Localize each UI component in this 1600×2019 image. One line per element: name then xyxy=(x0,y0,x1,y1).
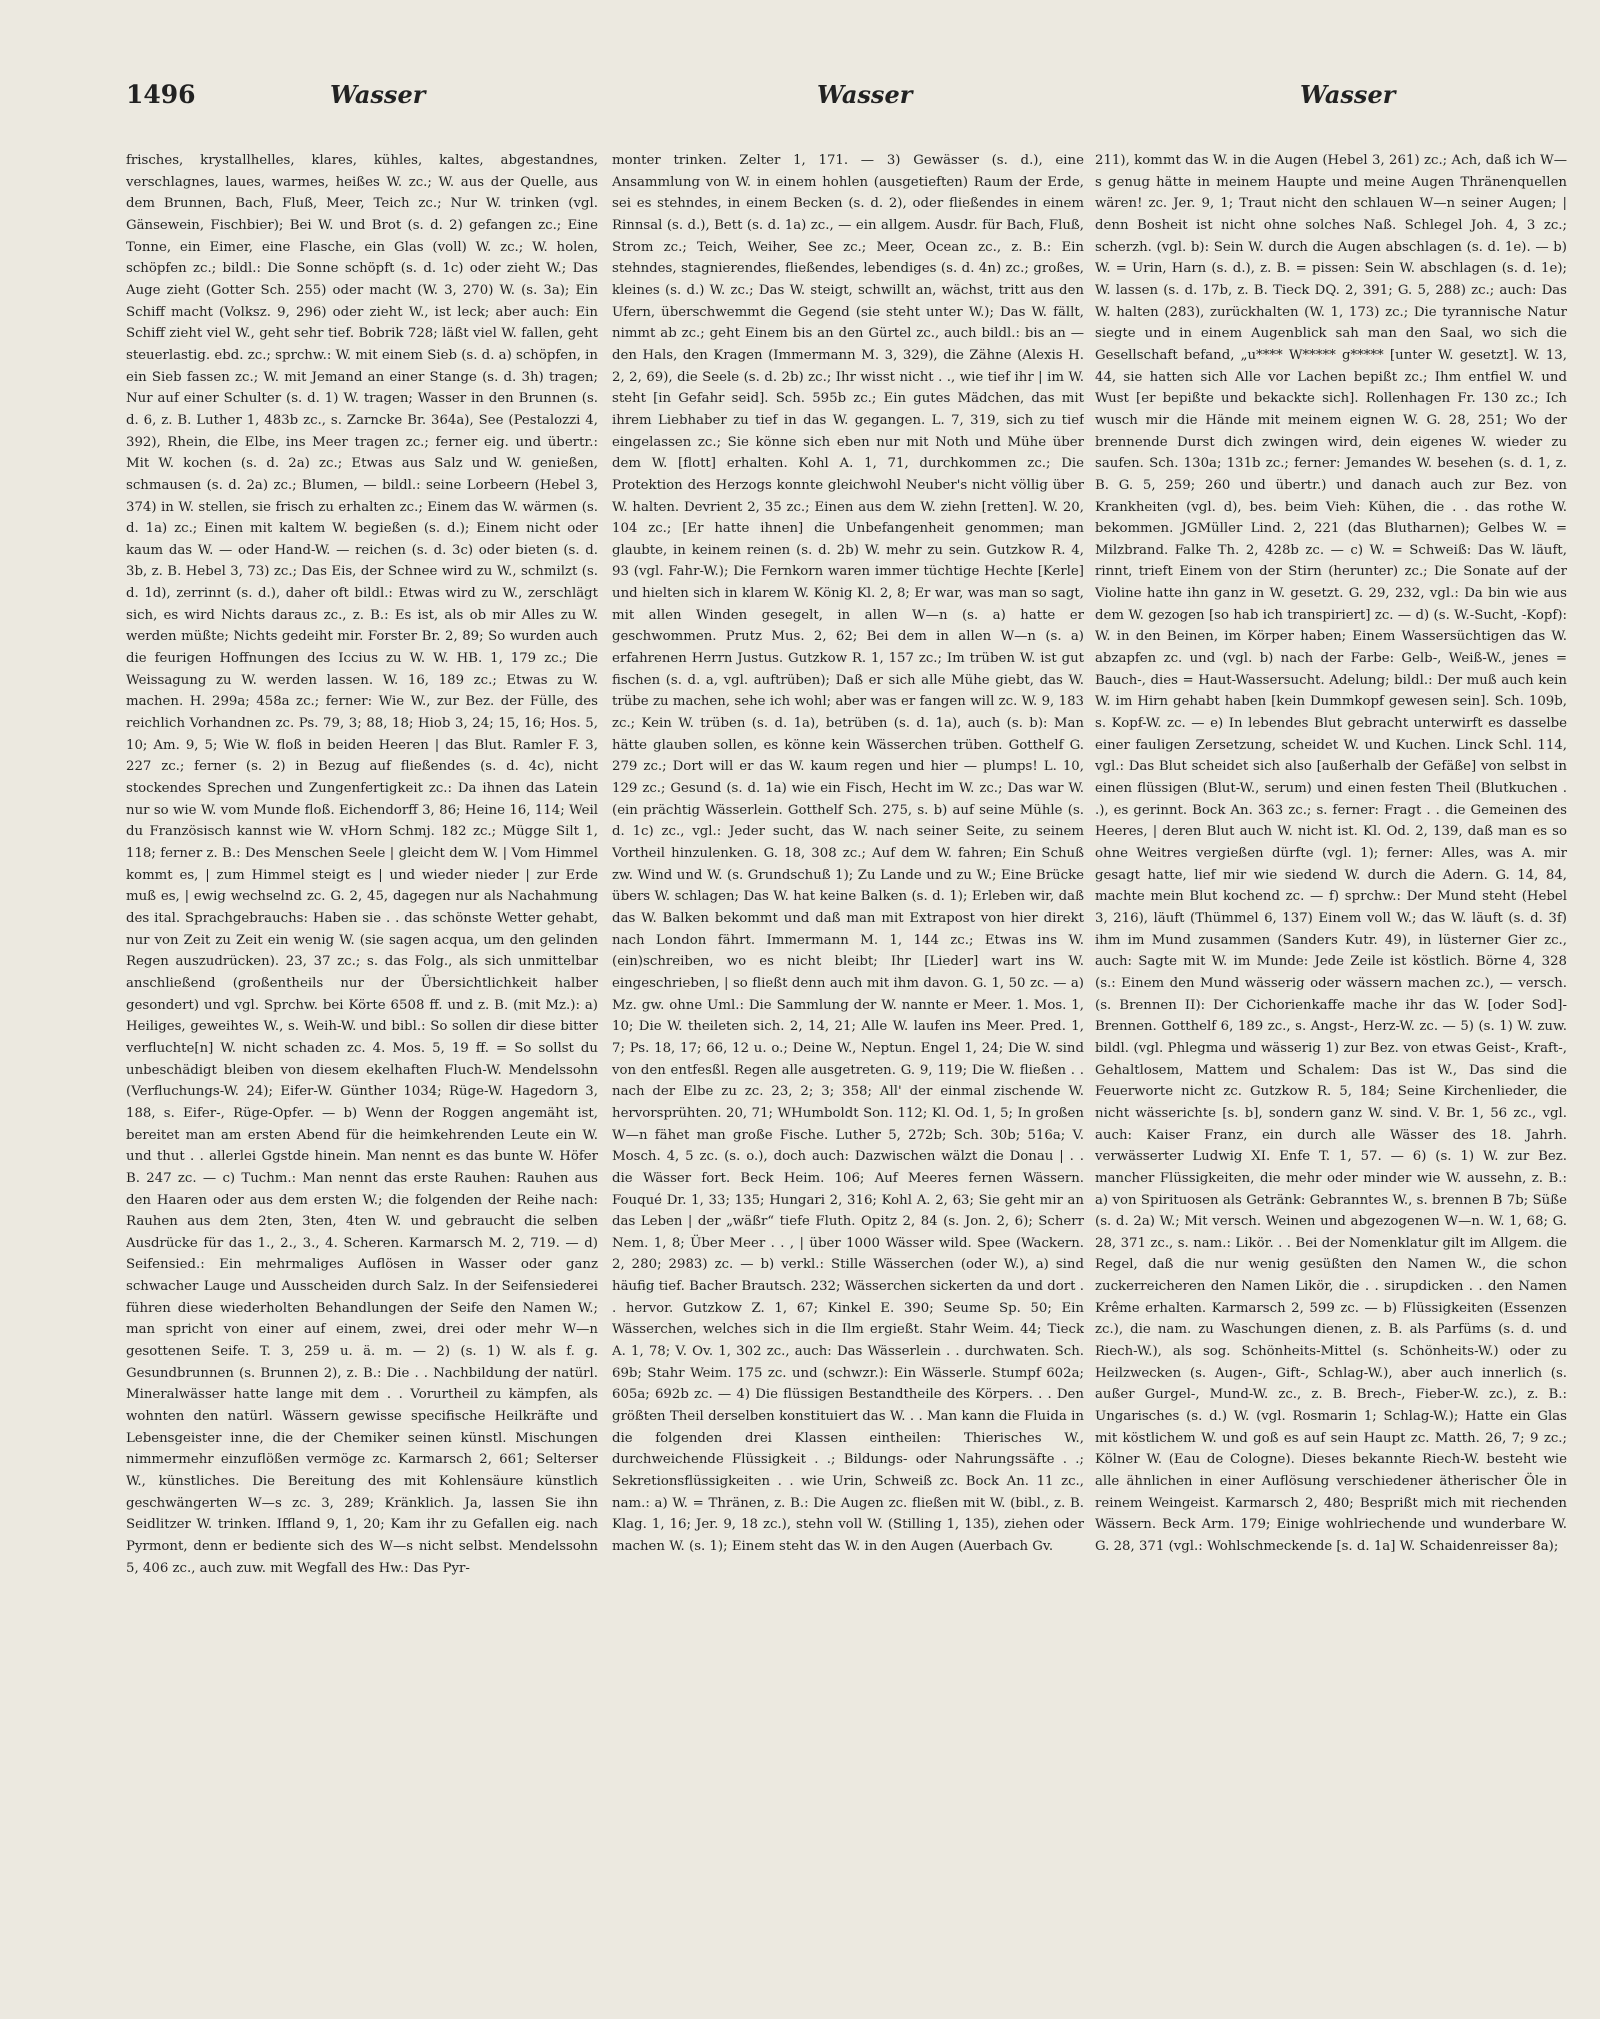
page-number: 1496 xyxy=(126,80,196,109)
text-column-middle xyxy=(612,150,1084,1995)
column-text: monter trinken. Zelter 1, 171. — 3) Gewässer (s. d.), eine Ansammlung von W. in einem hohlen (ausgetieften) Raum der Erde, sei es stehndes, in einem Becken (s. d. 2), oder fließendes in einem Rinnsal (s. d.), Bett (s. d. 1a) zc., — ein allgem. Ausdr. für Bach, Fluß, Strom zc.; Teich, Weiher, See zc.; Meer, Ocean zc., z. B.: Ein stehndes, stagnierendes, fließendes, lebendiges (s. d. 4n) zc.; großes, kleines (s. d.) W. zc.; Das W. steigt, schwillt an, wächst, tritt aus den Ufern, überschwemmt die Gegend (sie steht unter W.); Das W. fällt, nimmt ab zc.; geht Einem bis an den Gürtel zc., auch bildl.: bis an — den Hals, den Kragen (Immermann M. 3, 329), die Zähne (Alexis H. 2, 2, 69), die Seele (s. d. 2b) zc.; Ihr wisst nicht . ., wie tief ihr | im W. steht [in Gefahr seid]. Sch. 595b zc.; Ein gutes Mädchen, das mit ihrem Liebhaber zu tief in das W. gegangen. L. 7, 319, sich zu tief eingelassen zc.; Sie könne sich eben nur mit Noth und Mühe über dem W. [flott] erhalten. Kohl A. 1, 71, durchkommen zc.; Die Protektion des Herzogs konnte gleichwohl Neuber's nicht völlig über W. halten. Devrient 2, 35 zc.; Einen aus dem W. ziehn [retten]. W. 20, 104 zc.; [Er hatte ihnen] die Unbefangenheit genommen; man glaubte, in keinem reinen (s. d. 2b) W. mehr zu sein. Gutzkow R. 4, 93 (vgl. Fahr-W.); Die Fernkorn waren immer tüchtige Hechte [Kerle] und hielten sich in klarem W. König Kl. 2, 8; Er war, was man so sagt, mit allen Winden gesegelt, in allen W—n (s. a) hatte er geschwommen. Prutz Mus. 2, 62; Bei dem in allen W—n (s. a) erfahrenen Herrn Justus. Gutzkow R. 1, 157 zc.; Im trüben W. ist gut fischen (s. d. a, vgl. auftrüben); Daß er sich alle Mühe giebt, das W. trübe zu machen, sehe ich wohl; aber was er fangen will zc. W. 9, 183 zc.; Kein W. trüben (s. d. 1a), betrüben (s. d. 1a), auch (s. b): Man hätte glauben sollen, es könne kein Wässerchen trüben. Gotthelf G. 279 zc.; Dort will er das W. kaum regen und hier — plumps! L. 10, 129 zc.; Gesund (s. d. 1a) wie ein Fisch, Hecht im W. zc.; Das war W. (ein prächtig Wässerlein. Gotthelf Sch. 275, s. b) auf seine Mühle (s. d. 1c) zc., vgl.: Jeder sucht, das W. nach seiner Seite, zu seinem Vortheil hinzulenken. G. 18, 308 zc.; Auf dem W. fahren; Ein Schuß zw. Wind und W. (s. Grundschuß 1); Zu Lande und zu W.; Eine Brücke übers W. schlagen; Das W. hat keine Balken (s. d. 1); Erleben wir, daß das W. Balken bekommt und daß man mit Extrapost von hier direkt nach London fährt. Immermann M. 1, 144 zc.; Etwas ins W. (ein)schreiben, wo es nicht bleibt; Ihr [Lieder] wart ins W. eingeschrieben, | so fließt denn auch mit ihm davon. G. 1, 50 zc. — a) Mz. gw. ohne Uml.: Die Sammlung der W. nannte er Meer. 1. Mos. 1, 10; Die W. theileten sich. 2, 14, 21; Alle W. laufen ins Meer. Pred. 1, 7; Ps. 18, 17; 66, 12 u. o.; Deine W., Neptun. Engel 1, 24; Die W. sind von den entfesßl. Regen alle ausgetreten. G. 9, 119; Die W. fließen . . nach der Elbe zu zc. 23, 2; 3; 358; All' der einmal zischende W. hervorsprühten. 20, 71; WHumboldt Son. 112; Kl. Od. 1, 5; In großen W—n fähet man große Fische. Luther 5, 272b; Sch. 30b; 516a; V. Mosch. 4, 5 zc. (s. o.), doch auch: Dazwischen wälzt die Donau | . . die Wässer fort. Beck Heim. 106; Auf Meeres fernen Wässern. Fouqué Dr. 1, 33; 135; Hungari 2, 316; Kohl A. 2, 63; Sie geht mir an das Leben | der „wäßr“ tiefe Fluth. Opitz 2, 84 (s. Jon. 2, 6); Scherr Nem. 1, 8; Über Meer . . , | über 1000 Wässer wild. Spee (Wackern. 2, 280; 2983) zc. — b) verkl.: Stille Wässerchen (oder W.), a) sind häufig tief. Bacher Brautsch. 232; Wässerchen sickerten da und dort . . hervor. Gutzkow Z. 1, 67; Kinkel E. 390; Seume Sp. 50; Ein Wässerchen, welches sich in die Ilm ergießt. Stahr Weim. 44; Tieck A. 1, 78; V. Ov. 1, 302 zc., auch: Das Wässerlein . . durchwaten. Sch. 69b; Stahr Weim. 175 zc. und (schwzr.): Ein Wässerle. Stumpf 602a; 605a; 692b zc. — 4) Die flüssigen Bestandtheile des Körpers. . . Den größten Theil derselben konstituiert das W. . . Man kann die Fluida in die folgenden drei Klassen eintheilen: Thierisches W., durchweichende Flüssigkeit . .; Bildungs- oder Nahrungssäfte . .; Sekretionsflüssigkeiten . . wie Urin, Schweiß zc. Bock An. 11 zc., nam.: a) W. = Thränen, z. B.: Die Augen zc. fließen mit W. (bibl., z. B. Klag. 1, 16; Jer. 9, 18 zc.), stehn voll W. (Stilling 1, 135), ziehen oder machen W. (s. 1); Einem steht das W. in den Augen (Auerbach Gv. xyxy=(612,153,1084,1554)
running-head-left: Wasser xyxy=(330,80,426,109)
page-header xyxy=(0,80,1600,120)
column-text: frisches, krystallhelles, klares, kühles, kaltes, abgestandnes, verschlagnes, laues, warmes, heißes W. zc.; W. aus der Quelle, aus dem Brunnen, Bach, Fluß, Meer, Teich zc.; Nur W. trinken (vgl. Gänsewein, Fischbier); Bei W. und Brot (s. d. 2) gefangen zc.; Eine Tonne, ein Eimer, eine Flasche, ein Glas (voll) W. zc.; W. holen, schöpfen zc.; bildl.: Die Sonne schöpft (s. d. 1c) oder zieht W.; Das Auge zieht (Gotter Sch. 255) oder macht (W. 3, 270) W. (s. 3a); Ein Schiff macht (Volksz. 9, 296) oder zieht W., ist leck; aber auch: Ein Schiff zieht viel W., geht sehr tief. Bobrik 728; läßt viel W. fallen, geht steuerlastig. ebd. zc.; sprchw.: W. mit einem Sieb (s. d. a) schöpfen, in ein Sieb fassen zc.; W. mit Jemand an einer Stange (s. d. 3h) tragen; Nur auf einer Schulter (s. d. 1) W. tragen; Wasser in den Brunnen (s. d. 6, z. B. Luther 1, 483b zc., s. Zarncke Br. 364a), See (Pestalozzi 4, 392), Rhein, die Elbe, ins Meer tragen zc.; ferner eig. und übertr.: Mit W. kochen (s. d. 2a) zc.; Etwas aus Salz und W. genießen, schmausen (s. d. 2a) zc.; Blumen, — bildl.: seine Lorbeern (Hebel 3, 374) in W. stellen, sie frisch zu erhalten zc.; Einem das W. wärmen (s. d. 1a) zc.; Einen mit kaltem W. begießen (s. d.); Einem nicht oder kaum das W. — oder Hand-W. — reichen (s. d. 3c) oder bieten (s. d. 3b, z. B. Hebel 3, 73) zc.; Das Eis, der Schnee wird zu W., schmilzt (s. d. 1d), zerrinnt (s. d.), daher oft bildl.: Etwas wird zu W., zerschlägt sich, es wird Nichts daraus zc., z. B.: Es ist, als ob mir Alles zu W. werden müßte; Nichts gedeiht mir. Forster Br. 2, 89; So wurden auch die feurigen Hoffnungen des Iccius zu W. W. HB. 1, 179 zc.; Die Weissagung zu W. werden lassen. W. 16, 189 zc.; Etwas zu W. machen. H. 299a; 458a zc.; ferner: Wie W., zur Bez. der Fülle, des reichlich Vorhandnen zc. Ps. 79, 3; 88, 18; Hiob 3, 24; 15, 16; Hos. 5, 10; Am. 9, 5; Wie W. floß in beiden Heeren | das Blut. Ramler F. 3, 227 zc.; ferner (s. 2) in Bezug auf fließendes (s. d. 4c), nicht stockendes Sprechen und Zungenfertigkeit zc.: Da ihnen das Latein nur so wie W. vom Munde floß. Eichendorff 3, 86; Heine 16, 114; Weil du Französisch kannst wie W. vHorn Schmj. 182 zc.; Mügge Silt 1, 118; ferner z. B.: Des Menschen Seele | gleicht dem W. | Vom Himmel kommt es, | zum Himmel steigt es | und wieder nieder | zur Erde muß es, | ewig wechselnd zc. G. 2, 45, dagegen nur als Nachahmung des ital. Sprachgebrauchs: Haben sie . . das schönste Wetter gehabt, nur von Zeit zu Zeit ein wenig W. (sie sagen acqua, um den gelinden Regen auszudrücken). 23, 37 zc.; s. das Folg., als sich unmittelbar anschließend (großentheils nur der Übersichtlichkeit halber gesondert) und vgl. Sprchw. bei Körte 6508 ff. und z. B. (mit Mz.): a) Heiliges, geweihtes W., s. Weih-W. und bibl.: So sollen dir diese bitter verfluchte[n] W. nicht schaden zc. 4. Mos. 5, 19 ff. = So sollst du unbeschädigt bleiben von diesem ekelhaften Fluch-W. Mendelssohn (Verfluchungs-W. 24); Eifer-W. Günther 1034; Rüge-W. Hagedorn 3, 188, s. Eifer-, Rüge-Opfer. — b) Wenn der Roggen angemäht ist, bereitet man am ersten Abend für die heimkehrenden Leute ein W. und thut . . allerlei Ggstde hinein. Man nennt es das bunte W. Höfer B. 247 zc. — c) Tuchm.: Man nennt das erste Rauhen: Rauhen aus den Haaren oder aus dem ersten W.; die folgenden der Reihe nach: Rauhen aus dem 2ten, 3ten, 4ten W. und gebraucht die selben Ausdrücke für das 1., 2., 3., 4. Scheren. Karmarsch M. 2, 719. — d) Seifensied.: Ein mehrmaliges Auflösen in Wasser oder ganz schwacher Lauge und Ausscheiden durch Salz. In der Seifensiederei führen diese wiederholten Behandlungen der Seife den Namen W.; man spricht von einer auf einem, zwei, drei oder mehr W—n gesottenen Seife. T. 3, 259 u. ä. m. — 2) (s. 1) W. als f. g. Gesundbrunnen (s. Brunnen 2), z. B.: Die . . Nachbildung der natürl. Mineralwässer hatte lange mit dem . . Vorurtheil zu kämpfen, als wohnten den natürl. Wässern gewisse specifische Heilkräfte und Lebensgeister inne, die der Chemiker seinen künstl. Mischungen nimmermehr einzuflößen vermöge zc. Karmarsch 2, 661; Selterser W., künstliches. Die Bereitung des mit Kohlensäure künstlich geschwängerten W—s zc. 3, 289; Kränklich. Ja, lassen Sie ihn Seidlitzer W. trinken. Iffland 9, 1, 20; Kam ihr zu Gefallen eig. nach Pyrmont, denn er bediente sich des W—s nicht selbst. Mendelssohn 5, 406 zc., auch zuw. mit Wegfall des Hw.: Das Pyr- xyxy=(126,153,598,1576)
running-head-center: Wasser xyxy=(817,80,913,109)
text-column-right xyxy=(1095,150,1567,1995)
text-column-left xyxy=(126,150,598,1995)
column-text: 211), kommt das W. in die Augen (Hebel 3, 261) zc.; Ach, daß ich W—s genug hätte in meinem Haupte und meine Augen Thränenquellen wären! zc. Jer. 9, 1; Traut nicht den schlauen W—n seiner Augen; | denn Bosheit ist nicht ohne solches Naß. Schlegel Joh. 4, 3 zc.; scherzh. (vgl. b): Sein W. durch die Augen abschlagen (s. d. 1e). — b) W. = Urin, Harn (s. d.), z. B. = pissen: Sein W. abschlagen (s. d. 1e); W. lassen (s. d. 17b, z. B. Tieck DQ. 2, 391; G. 5, 288) zc.; auch: Das W. halten (283), zurückhalten (W. 1, 173) zc.; Die tyrannische Natur siegte und in einem Augenblick sah man den Saal, wo sich die Gesellschaft befand, „u**** W***** g***** [unter W. gesetzt]. W. 13, 44, sie hatten sich Alle vor Lachen bepißt zc.; Ihm entfiel W. und Wust [er bepißte und bekackte sich]. Rollenhagen Fr. 130 zc.; Ich wusch mir die Hände mit meinem eignen W. G. 28, 251; Wo der brennende Durst dich zwingen wird, dein eigenes W. wieder zu saufen. Sch. 130a; 131b zc.; ferner: Jemandes W. besehen (s. d. 1, z. B. G. 5, 259; 260 und übertr.) und danach auch zur Bez. von Krankheiten (vgl. d), bes. beim Vieh: Kühen, die . . das rothe W. bekommen. JGMüller Lind. 2, 221 (das Blutharnen); Gelbes W. = Milzbrand. Falke Th. 2, 428b zc. — c) W. = Schweiß: Das W. läuft, rinnt, trieft Einem von der Stirn (herunter) zc.; Die Sonate auf der Violine hatte ihn ganz in W. gesetzt. G. 29, 232, vgl.: Da bin wie aus dem W. gezogen [so hab ich transpiriert] zc. — d) (s. W.-Sucht, -Kopf): W. in den Beinen, im Körper haben; Einem Wassersüchtigen das W. abzapfen zc. und (vgl. b) nach der Farbe: Gelb-, Weiß-W., jenes = Bauch-, dies = Haut-Wassersucht. Adelung; bildl.: Der muß auch kein W. im Hirn gehabt haben [kein Dummkopf gewesen sein]. Sch. 109b, s. Kopf-W. zc. — e) In lebendes Blut gebracht unterwirft es dasselbe einer fauligen Zersetzung, scheidet W. und Kuchen. Linck Schl. 114, vgl.: Das Blut scheidet sich also [außerhalb der Gefäße] von selbst in einen flüssigen (Blut-W., serum) und einen festen Theil (Blutkuchen . .), es gerinnt. Bock An. 363 zc.; s. ferner: Fragt . . die Gemeinen des Heeres, | deren Blut auch W. nicht ist. Kl. Od. 2, 139, daß man es so ohne Weitres vergießen dürfte (vgl. 1); ferner: Alles, was A. mir gesagt hatte, lief mir wie siedend W. durch die Adern. G. 14, 84, machte mein Blut kochend zc. — f) sprchw.: Der Mund steht (Hebel 3, 216), läuft (Thümmel 6, 137) Einem voll W.; das W. läuft (s. d. 3f) ihm im Mund zusammen (Sanders Kutr. 49), in lüsterner Gier zc., auch: Sagte mit W. im Munde: Jede Zeile ist köstlich. Börne 4, 328 (s.: Einem den Mund wässerig oder wässern machen zc.), — versch. (s. Brennen II): Der Cichorienkaffe mache ihr das W. [oder Sod]-Brennen. Gotthelf 6, 189 zc., s. Angst-, Herz-W. zc. — 5) (s. 1) W. zuw. bildl. (vgl. Phlegma und wässerig 1) zur Bez. von etwas Geist-, Kraft-, Gehaltlosem, Mattem und Schalem: Das ist W., Das sind die Feuerworte nicht zc. Gutzkow R. 5, 184; Seine Kirchenlieder, die nicht wässerichte [s. b], sondern ganz W. sind. V. Br. 1, 56 zc., vgl. auch: Kaiser Franz, ein durch alle Wässer des 18. Jahrh. verwässerter Ludwig XI. Enfe T. 1, 57. — 6) (s. 1) W. zur Bez. mancher Flüssigkeiten, die mehr oder minder wie W. aussehn, z. B.: a) von Spirituosen als Getränk: Gebranntes W., s. brennen B 7b; Süße (s. d. 2a) W.; Mit versch. Weinen und abgezogenen W—n. W. 1, 68; G. 28, 371 zc., s. nam.: Likör. . . Bei der Nomenklatur gilt im Allgem. die Regel, daß die nur wenig gesüßten den Namen W., die schon zuckerreicheren den Namen Likör, die . . sirupdicken . . den Namen Krême erhalten. Karmarsch 2, 599 zc. — b) Flüssigkeiten (Essenzen zc.), die nam. zu Waschungen dienen, z. B. als Parfüms (s. d. und Riech-W.), als sog. Schönheits-Mittel (s. Schönheits-W.) oder zu Heilzwecken (s. Augen-, Gift-, Schlag-W.), aber auch innerlich (s. außer Gurgel-, Mund-W. zc., z. B. Brech-, Fieber-W. zc.), z. B.: Ungarisches (s. d.) W. (vgl. Rosmarin 1; Schlag-W.); Hatte ein Glas mit köstlichem W. und goß es auf sein Haupt zc. Matth. 26, 7; 9 zc.; Kölner W. (Eau de Cologne). Dieses bekannte Riech-W. besteht wie alle ähnlichen in einer Auflösung verschiedener ätherischer Öle in reinem Weingeist. Karmarsch 2, 480; Besprißt mich mit riechenden Wässern. Beck Arm. 179; Einige wohlriechende und wunderbare W. G. 28, 371 (vgl.: Wohlschmeckende [s. d. 1a] W. Schaidenreisser 8a); xyxy=(1095,153,1567,1554)
running-head-right: Wasser xyxy=(1300,80,1396,109)
